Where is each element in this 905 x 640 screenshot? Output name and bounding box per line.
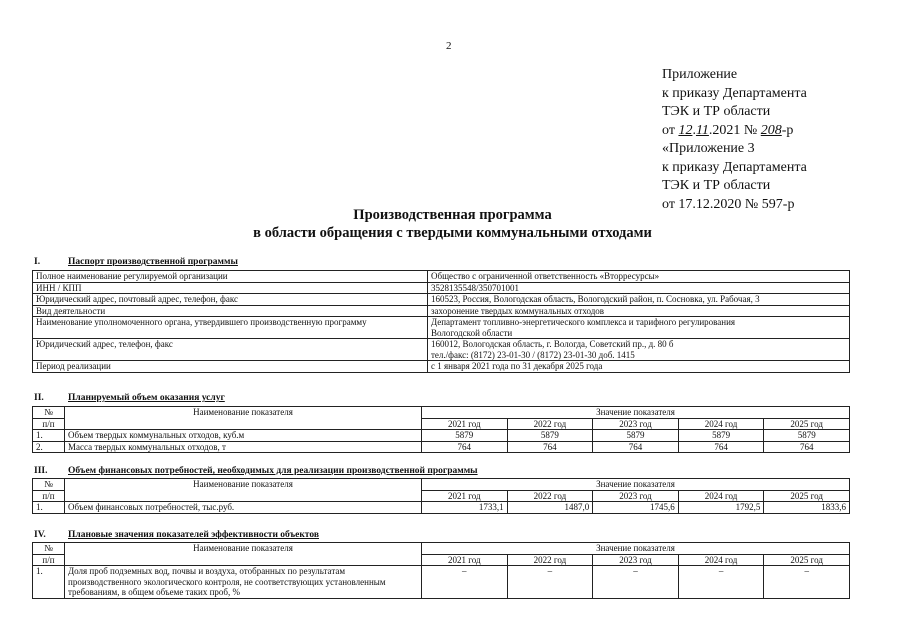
- appendix-line: ТЭК и ТР области: [662, 104, 771, 119]
- table-row: Период реализации с 1 января 2021 года по 31 декабря 2025 года: [33, 361, 850, 373]
- appendix-line: ТЭК и ТР области: [662, 178, 771, 193]
- table-row: Наименование уполномоченного органа, утвердившего производственную программу Департамент топливно-энергетического комплекса и тарифного регулирования Вологодской области: [33, 317, 850, 339]
- efficiency-table: № Наименование показателя Значение показателя п/п 2021 год 2022 год 2023 год 2024 год 2025 год 1. Доля проб подземных вод, почвы и воздуха, отобранных по результатам производственного экологического контроля, не соответствующих установленным требованиям, в общем объеме таких проб, % – – – – –: [32, 542, 850, 599]
- table-row: Полное наименование регулируемой организации Общество с ограниченной ответственность «Вторресурсы»: [33, 271, 850, 283]
- table-row: Юридический адрес, почтовый адрес, телефон, факс 160523, Россия, Вологодская область, Вологодский район, п. Сосновка, ул. Рабочая, 3: [33, 294, 850, 306]
- handwritten-month: 11: [695, 122, 709, 138]
- financial-table: № Наименование показателя Значение показателя п/п 2021 год 2022 год 2023 год 2024 год 2025 год 1. Объем финансовых потребностей, тыс.руб. 1733,1 1487,0 1745,6 1792,5 1833,6: [32, 478, 850, 514]
- table-row: ИНН / КПП 3528135548/350701001: [33, 282, 850, 294]
- section-3-heading: III. Объем финансовых потребностей, необходимых для реализации производственной программы: [34, 466, 478, 476]
- volume-table: № Наименование показателя Значение показателя п/п 2021 год 2022 год 2023 год 2024 год 2025 год 1. Объем твердых коммунальных отходов, куб.м 5879 5879 5879 5879 5879 2. Масса твердых коммунальных отходов, т 764 764 764 764 764: [32, 406, 850, 453]
- table-row: 1. Объем финансовых потребностей, тыс.руб. 1733,1 1487,0 1745,6 1792,5 1833,6: [33, 502, 850, 514]
- handwritten-number: 208: [760, 122, 782, 138]
- appendix-block: [662, 66, 807, 214]
- document-subtitle: в области обращения с твердыми коммунальными отходами: [253, 225, 652, 241]
- appendix-line: Приложение: [662, 67, 738, 82]
- document-title: Производственная программа: [353, 207, 552, 223]
- table-row: 1. Объем твердых коммунальных отходов, куб.м 5879 5879 5879 5879 5879: [33, 430, 850, 442]
- section-2-heading: II. Планируемый объем оказания услуг: [34, 393, 225, 403]
- table-row: 2. Масса твердых коммунальных отходов, т 764 764 764 764 764: [33, 441, 850, 453]
- table-row: Юридический адрес, телефон, факс 160012, Вологодская область, г. Вологда, Советский пр., д. 80 б тел./факс: (8172) 23-01-30 / (8172) 23-01-30 доб. 1415: [33, 339, 850, 361]
- section-4-heading: IV. Плановые значения показателей эффективности объектов: [34, 530, 319, 540]
- appendix-line: к приказу Департамента: [662, 85, 807, 101]
- passport-table: [32, 270, 850, 373]
- section-1-heading: I. Паспорт производственной программы: [34, 257, 238, 267]
- table-row: 1. Доля проб подземных вод, почвы и воздуха, отобранных по результатам производственного экологического контроля, не соответствующих установленным требованиям, в общем объеме таких проб, % – – – – –: [33, 566, 850, 599]
- appendix-line: к приказу Департамента: [662, 159, 807, 175]
- handwritten-day: 12: [678, 122, 693, 138]
- appendix-order-line: от 12.11.2021 № 208-р: [662, 122, 794, 138]
- page-number: 2: [446, 40, 452, 52]
- table-row: Вид деятельности захоронение твердых коммунальных отходов: [33, 305, 850, 317]
- appendix-line: «Приложение 3: [662, 141, 755, 156]
- appendix-line: от 17.12.2020 № 597-р: [662, 196, 795, 212]
